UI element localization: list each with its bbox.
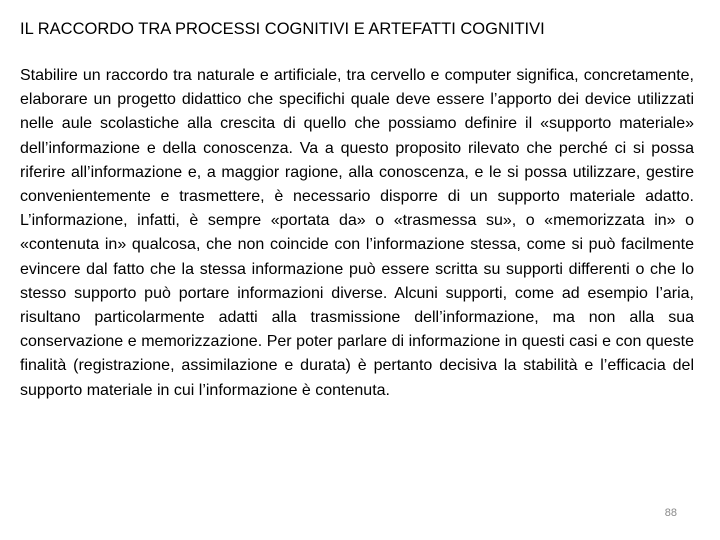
slide-title: IL RACCORDO TRA PROCESSI COGNITIVI E ARTEFATTI COGNITIVI — [20, 20, 545, 38]
page-number: 88 — [664, 507, 677, 519]
body-paragraph: Stabilire un raccordo tra naturale e artificiale, tra cervello e computer significa, concretamente, elaborare un progetto didattico che specifichi quale deve essere l’apporto dei device utilizzati nelle aule scolastiche alla crescita di quello che possiamo definire il «supporto materiale» dell’informazione e della conoscenza. Va a questo proposito rilevato che perché ci si possa riferire all’informazione e, a maggior ragione, alla conoscenza, e le si possa utilizzare, gestire convenientemente e trasmettere, è necessario disporre di un supporto materiale adatto. L’informazione, infatti, è sempre «portata da» o «trasmessa su», o «memorizzata in» o «contenuta in» qualcosa, che non coincide con l’informazione stessa, come si può facilmente evincere dal fatto che la stessa informazione può essere scritta su supporti differenti o che lo stesso supporto può portare informazioni diverse. Alcuni supporti, come ad esempio l’aria, risultano particolarmente adatti alla trasmissione dell’informazione, ma non alla sua conservazione e memorizzazione. Per poter parlare di informazione in questi casi e con queste finalità (registrazione, assimilazione e durata) è pertanto decisiva la stabilità e l’efficacia del supporto materiale in cui l’informazione è contenuta. — [20, 67, 694, 399]
